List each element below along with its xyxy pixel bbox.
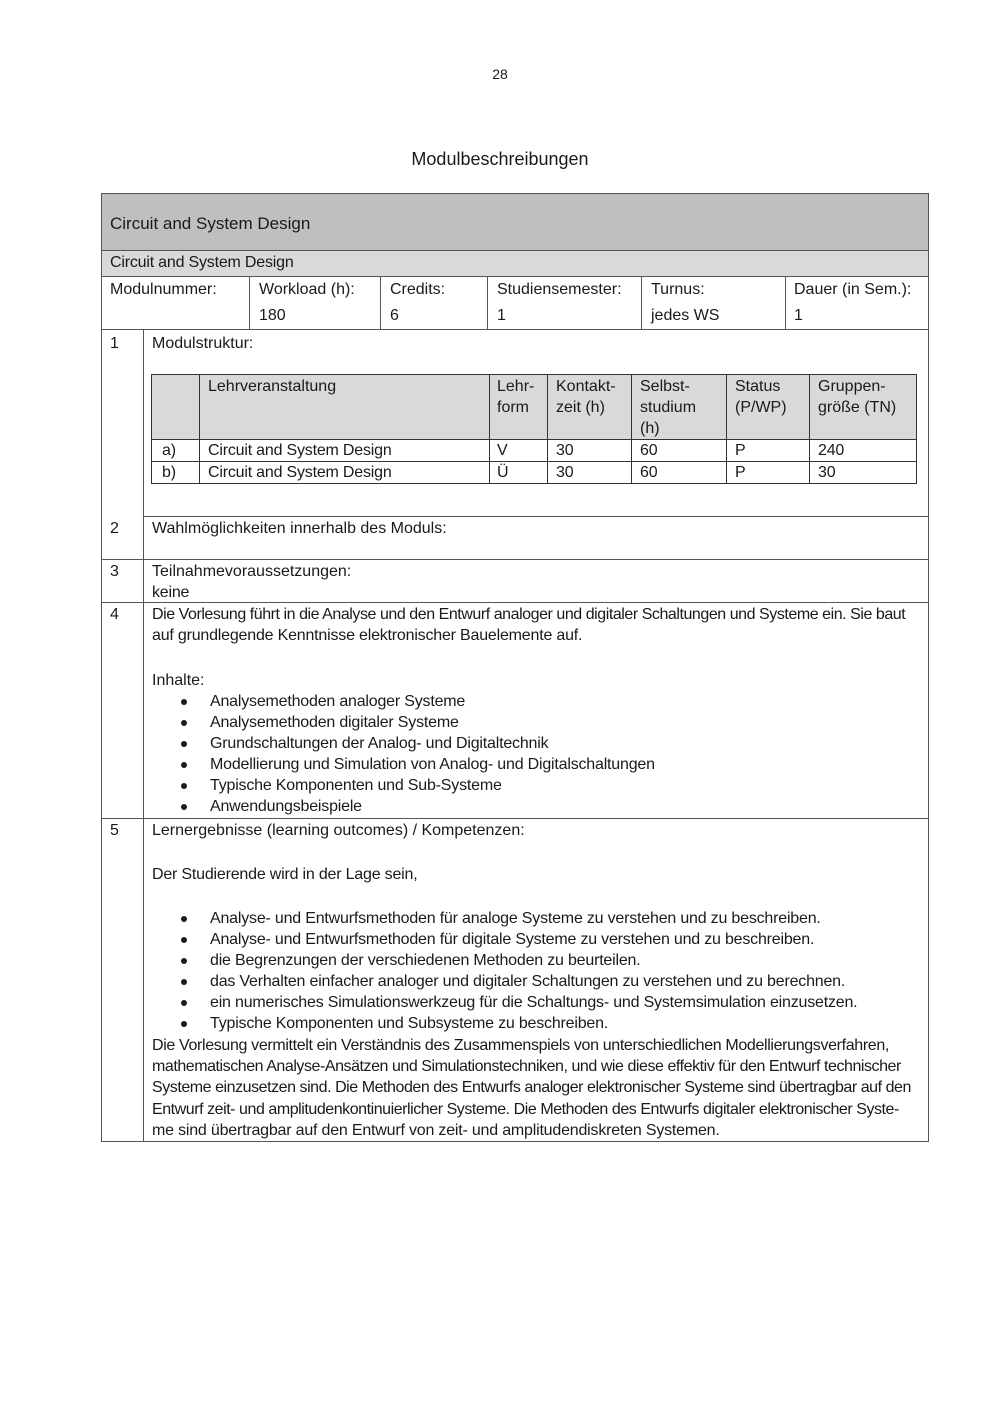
column-header: Selbst- — [640, 378, 690, 395]
divider — [101, 818, 929, 819]
divider — [143, 329, 144, 1142]
divider — [101, 329, 929, 330]
paragraph-line: me sind übertragbar auf den Entwurf von zeit- und amplitudendiskreten Systemen. — [152, 1122, 720, 1139]
contents-label: Inhalte: — [152, 672, 205, 689]
section-heading: Teilnahmevoraussetzungen: — [152, 563, 352, 580]
bullet-icon — [181, 1021, 187, 1027]
bullet-icon — [181, 783, 187, 789]
row-kontakt: 30 — [556, 464, 574, 481]
row-selbst: 60 — [640, 442, 658, 459]
list-item: Anwendungsbeispiele — [210, 798, 362, 815]
prerequisites-value: keine — [152, 584, 190, 601]
row-status: P — [735, 464, 746, 481]
divider — [101, 250, 929, 251]
bullet-icon — [181, 1000, 187, 1006]
workload-label: Workload (h): — [259, 281, 355, 298]
column-header: form — [497, 399, 529, 416]
bullet-icon — [181, 916, 187, 922]
course-intro-line: auf grundlegende Kenntnisse elektronischer Bauelemente auf. — [152, 627, 583, 644]
list-item: Analysemethoden analoger Systeme — [210, 693, 466, 710]
credits-label: Credits: — [390, 281, 446, 298]
semester-value: 1 — [497, 307, 506, 324]
column-header: Lehr- — [497, 378, 535, 395]
list-item: das Verhalten einfacher analoger und digitaler Schaltungen zu verstehen und zu berechnen. — [210, 973, 846, 990]
course-intro-line: Die Vorlesung führt in die Analyse und den Entwurf analoger und digitaler Schaltungen und Systeme ein. Sie baut — [152, 606, 906, 623]
section-heading: Wahlmöglichkeiten innerhalb des Moduls: — [152, 520, 447, 537]
row-gruppe: 30 — [818, 464, 836, 481]
list-item: Analysemethoden digitaler Systeme — [210, 714, 459, 731]
section-heading: Lernergebnisse (learning outcomes) / Kompetenzen: — [152, 822, 525, 839]
paragraph-line: Die Vorlesung vermittelt ein Verständnis des Zusammenspiels von unterschiedlichen Modellierungsverfahren, — [152, 1037, 889, 1054]
divider — [726, 375, 727, 483]
section-number: 4 — [110, 606, 119, 623]
turnus-value: jedes WS — [651, 307, 720, 324]
list-item: die Begrenzungen der verschiedenen Methoden zu beurteilen. — [210, 952, 641, 969]
paragraph-line: Systeme einzusetzen sind. Die Methoden des Entwurfs analoger elektronischer Systeme sind übertragbar auf den — [152, 1079, 911, 1096]
dauer-label: Dauer (in Sem.): — [794, 281, 912, 298]
divider — [101, 276, 929, 277]
divider — [380, 276, 381, 329]
row-form: V — [497, 442, 508, 459]
paragraph-line: Entwurf zeit- und amplitudenkontinuierlicher Systeme. Die Methoden des Entwurfs digitaler elektronischer Syste- — [152, 1101, 899, 1118]
row-key: b) — [162, 464, 176, 481]
divider — [809, 375, 810, 483]
module-title: Circuit and System Design — [110, 214, 311, 233]
column-header: größe (TN) — [818, 399, 897, 416]
credits-value: 6 — [390, 307, 399, 324]
semester-label: Studiensemester: — [497, 281, 622, 298]
row-kontakt: 30 — [556, 442, 574, 459]
section-number: 3 — [110, 563, 119, 580]
bullet-icon — [181, 958, 187, 964]
divider — [199, 375, 200, 483]
divider — [785, 276, 786, 329]
bullet-icon — [181, 741, 187, 747]
divider — [143, 516, 929, 517]
paragraph-line: mathematischen Analyse-Ansätzen und Simulationstechniken, und wie diese effektiv für den Entwurf technischer — [152, 1058, 901, 1075]
divider — [547, 375, 548, 483]
divider — [487, 276, 488, 329]
divider — [101, 559, 929, 560]
page-number: 28 — [492, 66, 508, 82]
column-header: Lehrveranstaltung — [208, 378, 337, 395]
row-course: Circuit and System Design — [208, 464, 392, 481]
workload-value: 180 — [259, 307, 286, 324]
outcomes-lead: Der Studierende wird in der Lage sein, — [152, 866, 418, 883]
column-header: (h) — [640, 420, 660, 437]
row-key: a) — [162, 442, 176, 459]
section-number: 5 — [110, 822, 119, 839]
column-header: (P/WP) — [735, 399, 787, 416]
row-status: P — [735, 442, 746, 459]
column-header: zeit (h) — [556, 399, 605, 416]
module-subtitle: Circuit and System Design — [110, 254, 294, 271]
divider — [249, 276, 250, 329]
bullet-icon — [181, 937, 187, 943]
row-selbst: 60 — [640, 464, 658, 481]
list-item: Grundschaltungen der Analog- und Digitaltechnik — [210, 735, 549, 752]
module-structure-table — [151, 374, 917, 484]
column-header: studium — [640, 399, 697, 416]
divider — [641, 276, 642, 329]
list-item: Analyse- und Entwurfsmethoden für digitale Systeme zu verstehen und zu beschreiben. — [210, 931, 815, 948]
modulnummer-label: Modulnummer: — [110, 281, 217, 298]
list-item: ein numerisches Simulationswerkzeug für die Schaltungs- und Systemsimulation einzusetzen. — [210, 994, 858, 1011]
column-header: Status — [735, 378, 781, 395]
column-header: Kontakt- — [556, 378, 616, 395]
divider — [489, 375, 490, 483]
column-header: Gruppen- — [818, 378, 886, 395]
turnus-label: Turnus: — [651, 281, 705, 298]
list-item: Typische Komponenten und Sub-Systeme — [210, 777, 502, 794]
dauer-value: 1 — [794, 307, 803, 324]
bullet-icon — [181, 979, 187, 985]
row-form: Ü — [497, 464, 509, 481]
row-course: Circuit and System Design — [208, 442, 392, 459]
bullet-icon — [181, 804, 187, 810]
bullet-icon — [181, 699, 187, 705]
bullet-icon — [181, 720, 187, 726]
document-title: Modulbeschreibungen — [411, 149, 589, 169]
section-heading: Modulstruktur: — [152, 335, 254, 352]
bullet-icon — [181, 762, 187, 768]
list-item: Typische Komponenten und Subsysteme zu beschreiben. — [210, 1015, 609, 1032]
row-gruppe: 240 — [818, 442, 845, 459]
list-item: Modellierung und Simulation von Analog- und Digitalschaltungen — [210, 756, 655, 773]
divider — [101, 602, 929, 603]
section-number: 1 — [110, 335, 119, 352]
divider — [631, 375, 632, 483]
section-number: 2 — [110, 520, 119, 537]
list-item: Analyse- und Entwurfsmethoden für analoge Systeme zu verstehen und zu beschreiben. — [210, 910, 821, 927]
